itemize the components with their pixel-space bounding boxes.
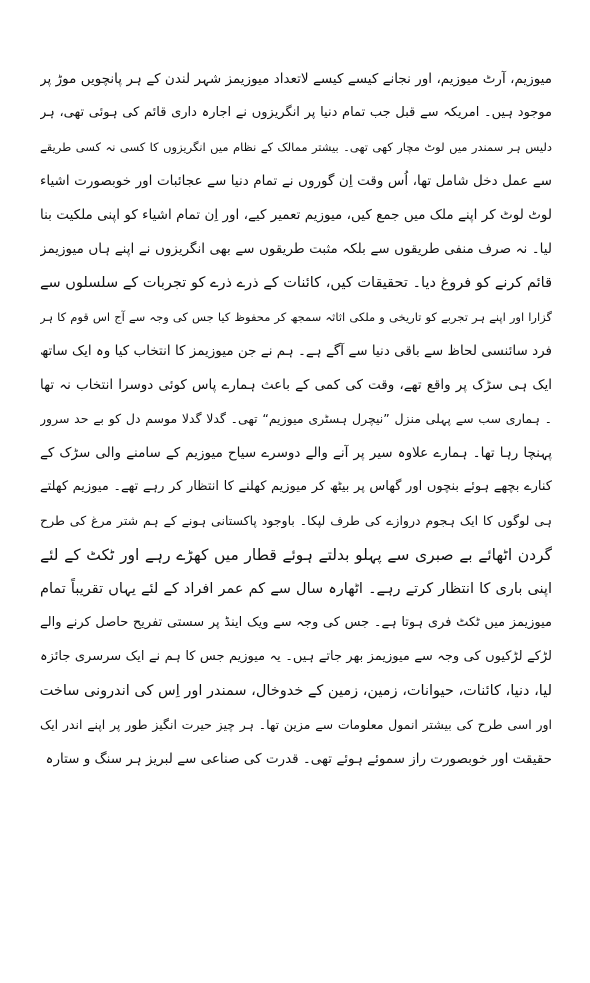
text-line: ہی لوگوں کا ایک ہجوم دروازے کی طرف لپکا۔ باوجود پاکستانی ہونے کے ہم شتر مرغ کی طرح <box>40 513 552 528</box>
text-line: ۔ ہماری سب سے پہلی منزل ”نیچرل ہسٹری میوزیم“ تھی۔ گدلا گدلا موسم دل کو بے حد سرور <box>40 411 552 426</box>
text-line: اپنی باری کا انتظار کرتے رہے۔ اٹھارہ سال سے کم عمر افراد کے لئے یہاں تقریباً تمام <box>40 581 552 597</box>
text-line: لیا، دنیا، کائنات، حیوانات، زمین، زمین کے خدوخال، سمندر اور اِس کی اندرونی ساخت <box>40 683 552 699</box>
text-line: لیا۔ نہ صرف منفی طریقوں سے بلکہ مثبت طریقوں سے بھی انگریزوں نے اپنے ہاں میوزیمز <box>40 241 552 257</box>
text-line: لوٹ لوٹ کر اپنے ملک میں جمع کیں، میوزیم تعمیر کیے، اور اِن تمام اشیاء کو اپنی ملکیت بنا <box>40 207 552 223</box>
text-line: لڑکے لڑکیوں کی وجہ سے میوزیمز بھر جاتے ہیں۔ یہ میوزیم جس کا ہم نے ایک سرسری جائزہ <box>40 649 552 664</box>
text-line: سے عمل دخل شامل تھا، اُس وقت اِن گوروں نے تمام دنیا سے عجائبات اور خوبصورت اشیاء <box>40 173 552 189</box>
text-line: موجود ہیں۔ امریکہ سے قبل جب تمام دنیا پر انگریزوں نے اجارہ داری قائم کی ہوئی تھی، ہر <box>40 105 552 120</box>
text-line: قائم کرنے کو فروغ دیا۔ تحقیقات کیں، کائنات کے ذرے ذرے کو تجربات کے سلسلوں سے <box>40 275 552 291</box>
text-line: میوزیم، آرٹ میوزیم، اور نجانے کیسے کیسے لاتعداد میوزیمز شہر لندن کے ہر پانچویں موڑ پر <box>40 71 552 87</box>
text-line: گردن اٹھائے بے صبری سے پہلو بدلتے ہوئے قطار میں کھڑے رہے اور ٹکٹ کے لئے <box>40 546 552 564</box>
text-line: کنارے بچھے ہوئے بنچوں اور گھاس پر بیٹھ کر میوزیم کھلنے کا انتظار کر رہے تھے۔ میوزیم کھلتے <box>40 479 552 494</box>
text-line: اور اسی طرح کی بیشتر انمول معلومات سے مزین تھا۔ ہر چیز حیرت انگیز طور پر اپنے اندر ایک <box>40 717 552 732</box>
text-line: ایک ہی سڑک پر واقع تھے، وقت کی کمی کے باعث ہمارے پاس کوئی دوسرا انتخاب نہ تھا <box>40 377 552 393</box>
text-line: پہنچا رہا تھا۔ ہمارے علاوہ سیر پر آنے والے دوسرے سیاح میوزیم کے سامنے والی سڑک کے <box>40 445 552 461</box>
text-line: فرد سائنسی لحاظ سے باقی دنیا سے آگے ہے۔ ہم نے جن میوزیمز کا انتخاب کیا وہ ایک ساتھ <box>40 343 552 359</box>
text-line: دلیس ہر سمندر میں لوٹ مچار کھی تھی۔ بیشتر ممالک کے نظام میں انگریزوں کا کسی نہ کسی طریقے <box>40 140 552 154</box>
text-line: گزارا اور اپنے ہر تجربے کو تاریخی و ملکی اثاثہ سمجھ کر محفوظ کیا جس کی وجہ سے آج اس قوم کا ہر <box>40 310 552 324</box>
document-page <box>40 62 552 776</box>
text-line: حقیقت اور خوبصورت راز سموئے ہوئے تھی۔ قدرت کی صناعی سے لبریز ہر سنگ و ستارہ <box>45 751 552 767</box>
text-line: میوزیمز میں ٹکٹ فری ہوتا ہے۔ جس کی وجہ سے ویک اینڈ پر سستی تفریح حاصل کرنے والے <box>40 615 552 630</box>
